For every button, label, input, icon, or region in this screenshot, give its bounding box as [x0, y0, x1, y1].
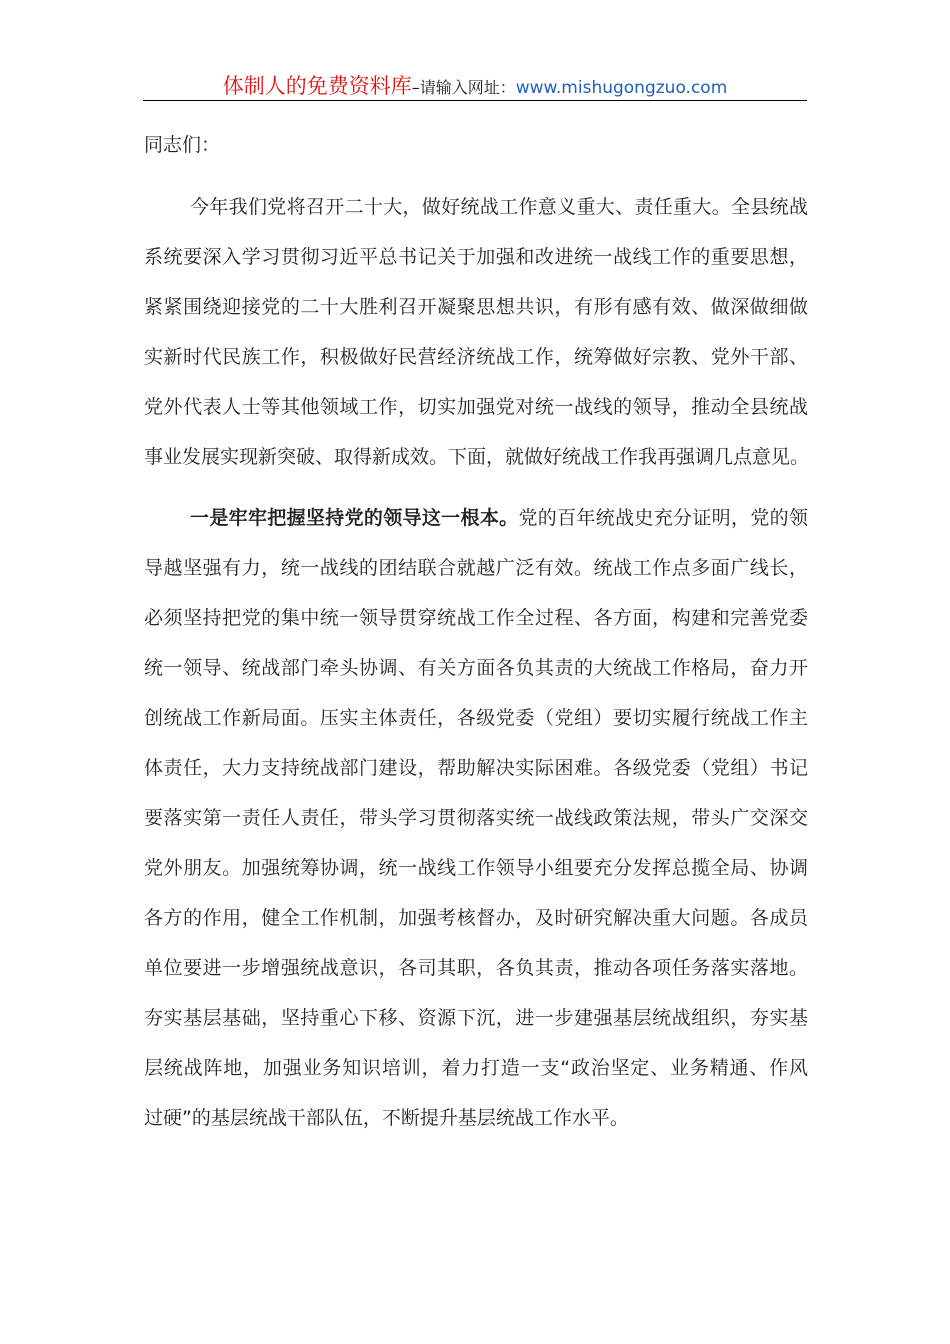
paragraph-line: 过硬”的基层统战干部队伍，不断提升基层统战工作水平。 — [144, 1107, 629, 1129]
paragraph-line: 系统要深入学习贯彻习近平总书记关于加强和改进统一战线工作的重要思想， — [144, 246, 808, 268]
paragraph-line: 要落实第一责任人责任，带头学习贯彻落实统一战线政策法规，带头广交深交 — [144, 807, 808, 829]
site-url-link[interactable]: www.mishugongzuo.com — [515, 78, 728, 98]
section-lead-heading: 一是牢牢把握坚持党的领导这一根本。 — [190, 507, 519, 529]
paragraph-line: 紧紧围绕迎接党的二十大胜利召开凝聚思想共识，有形有感有效、做深做细做 — [144, 296, 808, 318]
paragraph-line: 今年我们党将召开二十大，做好统战工作意义重大、责任重大。全县统战 — [190, 196, 808, 218]
url-prompt: –请输入网址： — [411, 78, 516, 97]
paragraph-line-text: 党的百年统战史充分证明，党的领 — [518, 507, 808, 529]
paragraph-line: 导越坚强有力，统一战线的团结联合就越广泛有效。统战工作点多面广线长， — [144, 557, 808, 579]
paragraph-line: 夯实基层基础，坚持重心下移、资源下沉，进一步建强基层统战组织，夯实基 — [144, 1007, 808, 1029]
paragraph-line: 实新时代民族工作，积极做好民营经济统战工作，统筹做好宗教、党外干部、 — [144, 346, 808, 368]
paragraph-first-line — [144, 493, 808, 543]
page-header — [143, 70, 807, 101]
paragraph-intro — [144, 182, 808, 482]
paragraph-line: 各方的作用，健全工作机制，加强考核督办，及时研究解决重大问题。各成员 — [144, 907, 808, 929]
paragraph-line: 创统战工作新局面。压实主体责任，各级党委（党组）要切实履行统战工作主 — [144, 707, 808, 729]
paragraph-line: 党外代表人士等其他领域工作，切实加强党对统一战线的领导，推动全县统战 — [144, 396, 808, 418]
site-name: 体制人的免费资料库 — [222, 74, 412, 98]
paragraph-line: 党外朋友。加强统筹协调，统一战线工作领导小组要充分发挥总揽全局、协调 — [144, 857, 808, 879]
paragraph-line: 体责任，大力支持统战部门建设，帮助解决实际困难。各级党委（党组）书记 — [144, 757, 808, 779]
paragraph-line: 层统战阵地，加强业务知识培训，着力打造一支“政治坚定、业务精通、作风 — [144, 1057, 808, 1079]
paragraph-line: 单位要进一步增强统战意识，各司其职，各负其责，推动各项任务落实落地。 — [144, 957, 808, 979]
paragraph-line: 事业发展实现新突破、取得新成效。下面，就做好统战工作我再强调几点意见。 — [144, 446, 810, 468]
paragraph-line: 必须坚持把党的集中统一领导贯穿统战工作全过程、各方面，构建和完善党委 — [144, 607, 808, 629]
paragraph-line: 统一领导、统战部门牵头协调、有关方面各负其责的大统战工作格局，奋力开 — [144, 657, 808, 679]
paragraph-party-leadership — [144, 493, 808, 1143]
salutation: 同志们： — [144, 134, 221, 156]
